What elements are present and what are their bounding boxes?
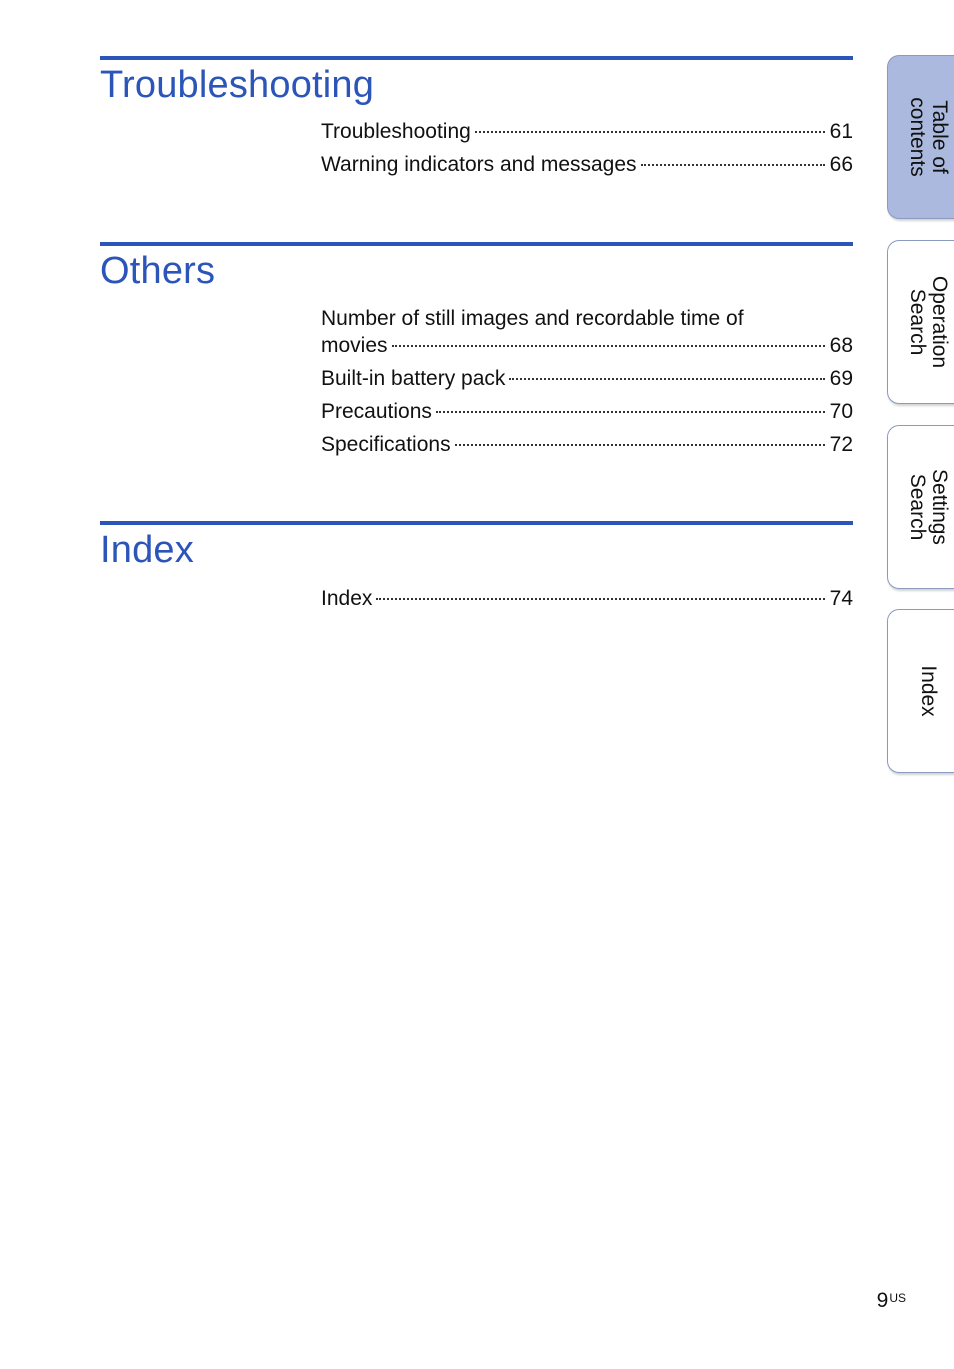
section-title: Others [100,250,216,292]
toc-entry-specifications[interactable] [321,431,853,458]
toc-list [321,585,853,618]
section-rule [100,56,853,60]
tab-table-of-contents[interactable] [887,55,954,219]
page-number-suffix: US [889,1291,906,1305]
section-title: Troubleshooting [100,64,375,106]
dot-leader [475,131,825,133]
tab-label: Table of contents [905,97,951,177]
dot-leader [455,444,825,446]
toc-entry-label: Built-in battery pack [321,367,506,390]
toc-entry-precautions[interactable] [321,398,853,425]
section-others [100,242,853,456]
toc-list [321,118,853,184]
dot-leader [392,345,825,347]
section-index [100,521,853,610]
dot-leader [436,411,825,413]
toc-entry-label: Index [321,587,373,610]
dot-leader [641,164,825,166]
toc-entry-label: Precautions [321,400,432,423]
dot-leader [376,598,824,600]
tab-label: Settings Search [905,469,951,545]
toc-entry-page: 66 [829,153,853,176]
toc-entry-page: 70 [829,400,853,423]
tab-settings-search[interactable] [887,425,954,589]
dot-leader [509,378,824,380]
toc-entry-label: Troubleshooting [321,120,471,143]
toc-entry-page: 61 [829,120,853,143]
toc-list [321,305,853,464]
tab-label: Index [916,665,940,717]
toc-entry-label-line1: Number of still images and recordable time of [321,307,744,330]
toc-entry-page: 68 [829,334,853,357]
page-number-value: 9 [876,1289,889,1312]
section-rule [100,242,853,246]
toc-entry-page: 72 [829,433,853,456]
toc-entry-label: Warning indicators and messages [321,153,637,176]
section-rule [100,521,853,525]
tab-operation-search[interactable] [887,240,954,404]
toc-entry-label: Specifications [321,433,451,456]
section-troubleshooting [100,56,853,176]
toc-entry-index[interactable] [321,585,853,612]
tab-index[interactable] [887,609,954,773]
toc-entry-still-images[interactable] [321,305,853,359]
toc-entry-page: 69 [829,367,853,390]
toc-entry-label: movies [321,334,388,357]
toc-entry-battery-pack[interactable] [321,365,853,392]
tab-label: Operation Search [905,275,951,369]
page-number [877,1289,906,1313]
toc-entry-page: 74 [829,587,853,610]
toc-entry-troubleshooting[interactable] [321,118,853,145]
section-title: Index [100,529,194,571]
toc-entry-warning-indicators[interactable] [321,151,853,178]
